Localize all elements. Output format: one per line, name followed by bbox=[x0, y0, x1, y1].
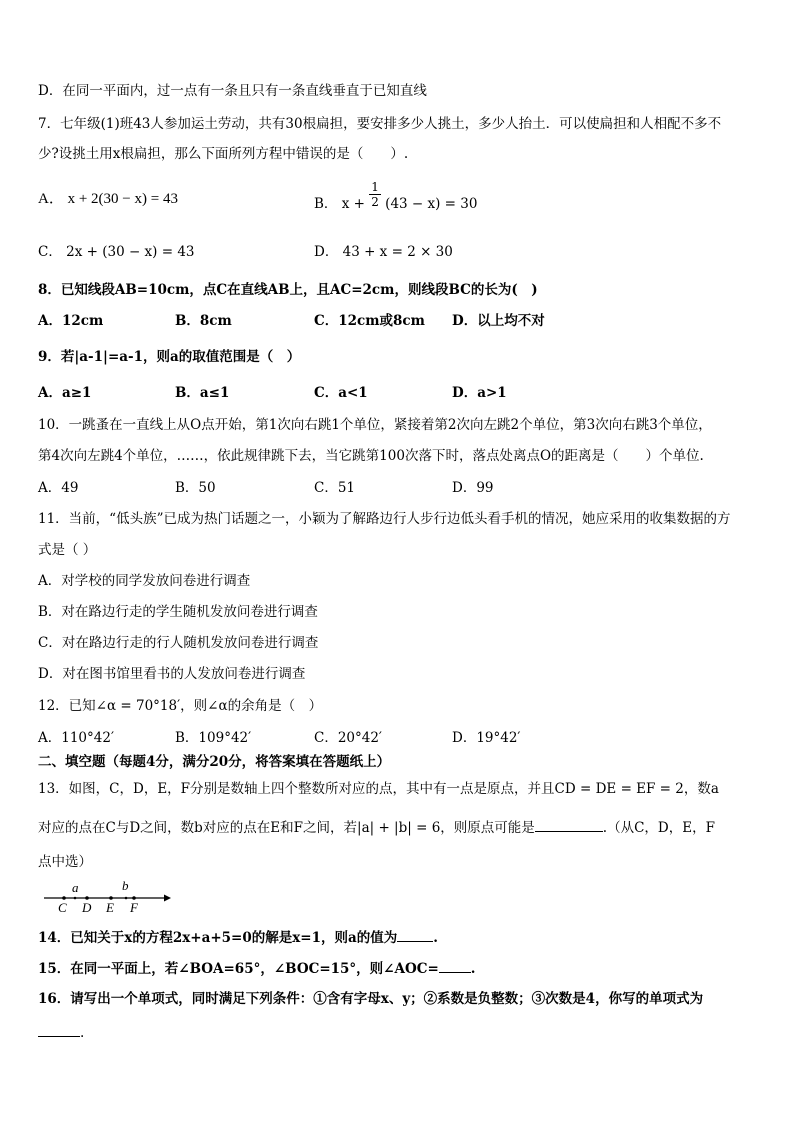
q7-option-b-fraction bbox=[369, 180, 381, 209]
q14-answer-blank bbox=[397, 927, 433, 942]
q11-option-a: A．对学校的同学发放问卷进行调查 bbox=[38, 573, 251, 589]
q7-option-b-suffix: (43 − x) = 30 bbox=[385, 196, 478, 212]
q12-option-d: D．19°42′ bbox=[452, 730, 521, 746]
q7-option-b bbox=[314, 180, 478, 212]
q15-stem bbox=[38, 958, 475, 978]
q10-stem-line1: 10．一跳蚤在一直线上从O点开始，第1次向右跳1个单位，紧接着第2次向左跳2个单位，第3次向右跳3个单位， bbox=[38, 417, 712, 433]
q9-option-a: A．a≥1 bbox=[38, 385, 92, 401]
q10-option-c: C．51 bbox=[314, 480, 356, 496]
q7-fraction-denominator: 2 bbox=[371, 195, 379, 209]
q11-stem-line2: 式是（ ） bbox=[38, 542, 97, 558]
q11-option-b: B．对在路边行走的学生随机发放问卷进行调查 bbox=[38, 604, 318, 620]
q8-stem: 8．已知线段AB=10cm，点C在直线AB上，且AC=2cm，则线段BC的长为( ) bbox=[38, 282, 538, 298]
q7-option-d: D． 43 + x = 2 × 30 bbox=[314, 244, 453, 260]
q11-option-c: C．对在路边行走的行人随机发放问卷进行调查 bbox=[38, 635, 319, 651]
q7-stem-line2: 少?设挑土用x根扁担，那么下面所列方程中错误的是（ ）. bbox=[38, 146, 409, 162]
q8-option-c: C．12cm或8cm bbox=[314, 313, 425, 329]
q13-number-line-figure bbox=[40, 878, 175, 914]
section-fill-in-heading: 二、填空题（每题4分，满分20分，将答案填在答题纸上） bbox=[38, 754, 391, 770]
q10-option-a: A．49 bbox=[38, 480, 79, 496]
label-a: a bbox=[72, 880, 79, 895]
q15-stem-end: . bbox=[470, 961, 476, 977]
q15-stem-text: 15．在同一平面上，若∠BOA=65°，∠BOC=15°，则∠AOC= bbox=[38, 961, 439, 977]
q13-stem-line2-text: 对应的点在C与D之间，数b对应的点在E和F之间，若|a| + |b| = 6，则原点可能是 bbox=[38, 820, 535, 836]
q16-stem-line1: 16．请写出一个单项式，同时满足下列条件：①含有字母x、y；②系数是负整数；③次数是4，你写的单项式为 bbox=[38, 991, 704, 1007]
label-e: E bbox=[106, 900, 114, 914]
point-b-dot bbox=[125, 897, 128, 900]
q6-option-d: D．在同一平面内，过一点有一条且只有一条直线垂直于已知直线 bbox=[38, 83, 427, 99]
q9-option-c: C．a<1 bbox=[314, 385, 368, 401]
q7-fraction-numerator: 1 bbox=[371, 180, 379, 194]
q9-stem: 9．若|a-1|=a-1，则a的取值范围是（ ） bbox=[38, 349, 301, 365]
q16-stem-end: . bbox=[80, 1025, 85, 1041]
q7-option-c: C． 2x + (30 − x) = 43 bbox=[38, 244, 195, 260]
label-f: F bbox=[130, 900, 138, 914]
q14-stem-end: . bbox=[433, 930, 438, 946]
q12-stem: 12．已知∠α = 70°18′，则∠α的余角是（ ） bbox=[38, 698, 323, 714]
q15-answer-blank bbox=[439, 958, 471, 973]
q12-option-b: B．109°42′ bbox=[175, 730, 252, 746]
q13-answer-blank bbox=[535, 817, 603, 832]
q7-stem-line1: 7．七年级(1)班43人参加运土劳动，共有30根扁担，要安排多少人挑土，多少人抬土．可以使扁担和人相配不多不 bbox=[38, 116, 722, 132]
q13-stem-line2 bbox=[38, 817, 715, 837]
q14-stem-text: 14．已知关于x的方程2x+a+5=0的解是x=1，则a的值为 bbox=[38, 930, 398, 946]
q10-option-b: B．50 bbox=[175, 480, 216, 496]
q16-stem-line2 bbox=[38, 1022, 84, 1042]
q10-stem-line2: 第4次向左跳4个单位，……，依此规律跳下去，当它跳第100次落下时，落点处离点O的距离是（ ）个单位. bbox=[38, 448, 704, 464]
q10-option-d: D．99 bbox=[452, 480, 494, 496]
q12-option-a: A．110°42′ bbox=[38, 730, 115, 746]
q13-stem-line2-tail: .（从C，D，E，F bbox=[602, 820, 715, 836]
q9-option-b: B．a≤1 bbox=[175, 385, 230, 401]
q11-stem-line1: 11．当前，“低头族”已成为热门话题之一，小颖为了解路边行人步行边低头看手机的情况，她应采用的收集数据的方 bbox=[38, 511, 731, 527]
label-b: b bbox=[122, 878, 129, 893]
label-d: D bbox=[82, 900, 92, 914]
q9-option-d: D．a>1 bbox=[452, 385, 507, 401]
q12-option-c: C．20°42′ bbox=[314, 730, 383, 746]
q16-answer-blank bbox=[38, 1022, 80, 1037]
q7-option-a: A． x + 2(30 − x) = 43 bbox=[38, 191, 178, 207]
q13-stem-line3: 点中选） bbox=[38, 854, 92, 870]
q14-stem bbox=[38, 927, 438, 947]
number-line-arrow-icon bbox=[164, 895, 171, 902]
q7-option-b-prefix: B． x + bbox=[314, 196, 370, 212]
q13-stem-line1: 13．如图，C，D，E，F分别是数轴上四个整数所对应的点，其中有一点是原点，并且CD = DE = EF = 2，数a bbox=[38, 781, 719, 797]
point-a-dot bbox=[74, 897, 77, 900]
label-c: C bbox=[58, 900, 67, 914]
q11-option-d: D．对在图书馆里看书的人发放问卷进行调查 bbox=[38, 666, 306, 682]
q8-option-b: B．8cm bbox=[175, 313, 232, 329]
q8-option-a: A．12cm bbox=[38, 313, 104, 329]
q8-option-d: D．以上均不对 bbox=[452, 313, 545, 329]
